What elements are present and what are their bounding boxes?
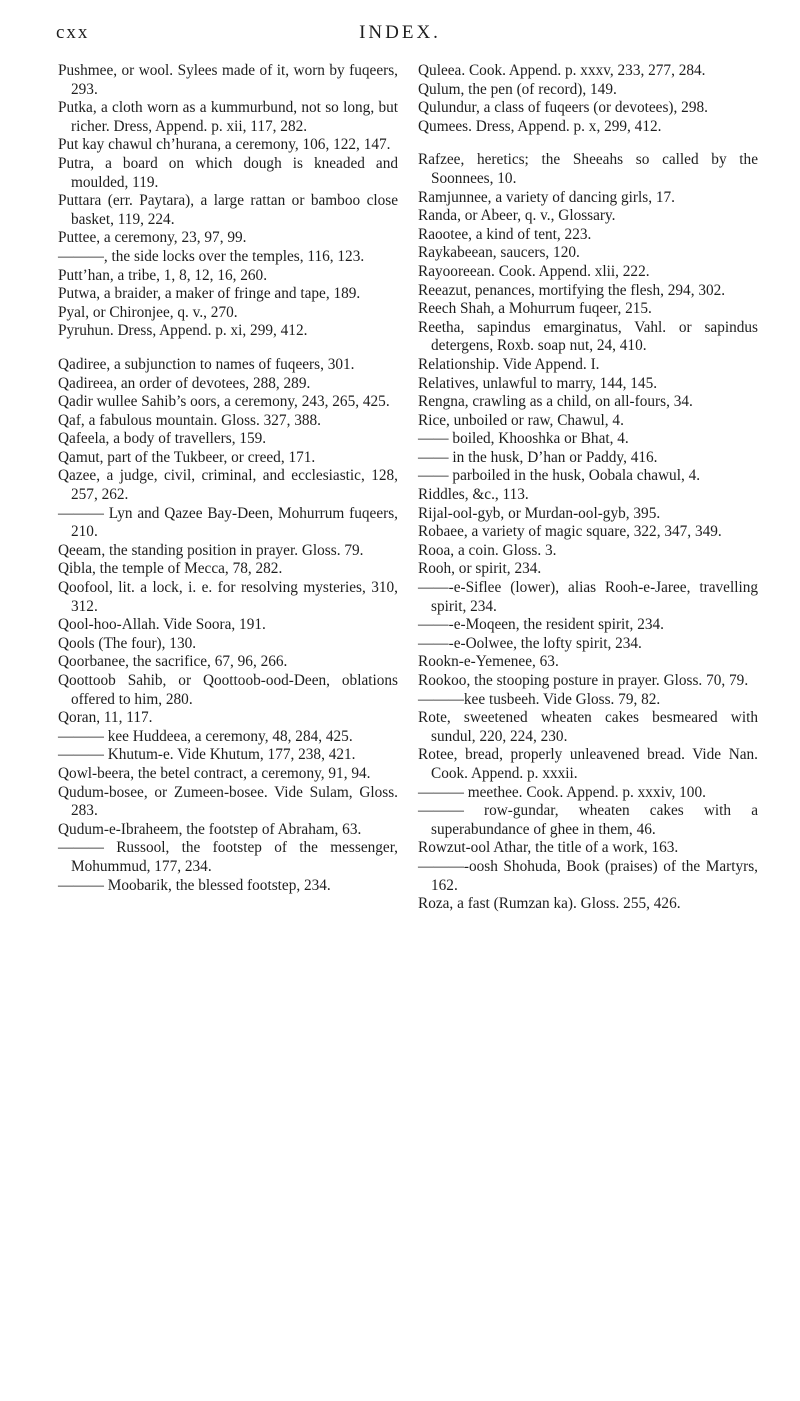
index-entry: ———kee tusbeeh. Vide Gloss. 79, 82. — [418, 690, 661, 708]
index-entry: ——— row-gundar, wheaten cakes with a superabundance of ghee in them, 46. — [418, 802, 758, 838]
index-entry: ——-e-Oolwee, the lofty spirit, 234. — [418, 634, 642, 652]
index-entry: Qibla, the temple of Mecca, 78, 282. — [58, 560, 283, 578]
index-entry: Puttee, a ceremony, 23, 97, 99. — [58, 229, 247, 247]
index-entry: Rookn-e-Yemenee, 63. — [418, 653, 559, 671]
right-column — [418, 62, 758, 914]
section-gap — [418, 136, 758, 151]
index-entry: Quleea. Cook. Append. p. xxxv, 233, 277, 284. — [418, 62, 706, 79]
index-entry: Qeeam, the standing position in prayer. Gloss. 79. — [58, 541, 364, 559]
index-entry: Qoorbanee, the sacrifice, 67, 96, 266. — [58, 653, 288, 671]
index-entry: Qudum-e-Ibraheem, the footstep of Abraham, 63. — [58, 820, 362, 838]
index-entry: Putka, a cloth worn as a kummurbund, not so long, but richer. Dress, Append. p. xii, 117, 282. — [58, 99, 398, 135]
index-entry: Rayooreean. Cook. Append. xlii, 222. — [418, 262, 650, 280]
index-entry: Relatives, unlawful to marry, 144, 145. — [418, 374, 658, 392]
index-entry: Pyal, or Chironjee, q. v., 270. — [58, 303, 238, 321]
index-entry: ——— meethee. Cook. Append. p. xxxiv, 100. — [418, 783, 706, 801]
index-entry: Put kay chawul ch’hurana, a ceremony, 106, 122, 147. — [58, 136, 391, 154]
index-entry: Pushmee, or wool. Sylees made of it, worn by fuqeers, 293. — [58, 62, 398, 98]
index-entry: Qazee, a judge, civil, criminal, and ecclesiastic, 128, 257, 262. — [58, 467, 398, 504]
index-entry: Qaf, a fabulous mountain. Gloss. 327, 388. — [58, 411, 321, 429]
index-entry: Puttara (err. Paytara), a large rattan or bamboo close basket, 119, 224. — [58, 192, 398, 228]
section-gap — [58, 341, 398, 356]
index-entry: ——— kee Huddeea, a ceremony, 48, 284, 425. — [58, 727, 353, 745]
index-entry: Rote, sweetened wheaten cakes besmeared with sundul, 220, 224, 230. — [418, 709, 758, 745]
index-entry: ——-e-Siflee (lower), alias Rooh-e-Jaree, travelling spirit, 234. — [418, 579, 758, 615]
index-entry: Rijal-ool-gyb, or Murdan-ool-gyb, 395. — [418, 504, 661, 522]
index-entry: Qoran, 11, 117. — [58, 709, 153, 727]
index-entry: Rice, unboiled or raw, Chawul, 4. — [418, 411, 624, 429]
index-entry: Raootee, a kind of tent, 223. — [418, 225, 592, 243]
index-entry: Qool-hoo-Allah. Vide Soora, 191. — [58, 616, 266, 634]
page-header — [0, 22, 800, 52]
index-entry: Qools (The four), 130. — [58, 634, 197, 652]
index-entry: Qulundur, a class of fuqeers (or devotees), 298. — [418, 99, 708, 117]
index-entry: Rooh, or spirit, 234. — [418, 560, 542, 578]
index-entry: Ramjunnee, a variety of dancing girls, 17. — [418, 188, 675, 206]
index-entry: Qamut, part of the Tukbeer, or creed, 171. — [58, 448, 316, 466]
index-entry: ——— Khutum-e. Vide Khutum, 177, 238, 421. — [58, 746, 356, 764]
index-entry: Putra, a board on which dough is kneaded and moulded, 119. — [58, 154, 398, 191]
index-entry: Qulum, the pen (of record), 149. — [418, 80, 617, 98]
index-entry: Qoofool, lit. a lock, i. e. for resolving mysteries, 310, 312. — [58, 579, 398, 615]
index-entry: Rookoo, the stooping posture in prayer. Gloss. 70, 79. — [418, 672, 749, 689]
index-entry: Qadir wullee Sahib’s oors, a ceremony, 243, 265, 425. — [58, 393, 390, 411]
index-entry: Qowl-beera, the betel contract, a ceremony, 91, 94. — [58, 764, 371, 782]
index-entry: Rengna, crawling as a child, on all-fours, 34. — [418, 393, 693, 411]
index-entry: ——— Russool, the footstep of the messenger, Mohummud, 177, 234. — [58, 839, 398, 875]
index-entry: Randa, or Abeer, q. v., Glossary. — [418, 207, 616, 225]
index-entry: Rafzee, heretics; the Sheeahs so called by the Soonnees, 10. — [418, 151, 758, 187]
index-entry: Pyruhun. Dress, Append. p. xi, 299, 412. — [58, 322, 308, 340]
index-entry: Putwa, a braider, a maker of fringe and tape, 189. — [58, 285, 361, 303]
index-entry: Reech Shah, a Mohurrum fuqeer, 215. — [418, 300, 652, 318]
index-entry: Reeazut, penances, mortifying the flesh, 294, 302. — [418, 281, 726, 299]
index-entry: —— parboiled in the husk, Oobala chawul, 4. — [418, 467, 701, 485]
index-entry: —— in the husk, D’han or Paddy, 416. — [418, 448, 658, 466]
index-entry: Raykabeean, saucers, 120. — [418, 244, 580, 262]
index-entry: Qudum-bosee, or Zumeen-bosee. Vide Sulam, Gloss. 283. — [58, 783, 398, 820]
index-entry: Qumees. Dress, Append. p. x, 299, 412. — [418, 117, 662, 135]
index-columns — [58, 62, 758, 914]
index-entry: Rooa, a coin. Gloss. 3. — [418, 541, 557, 559]
left-column — [58, 62, 398, 914]
index-entry: Putt’han, a tribe, 1, 8, 12, 16, 260. — [58, 266, 268, 284]
running-head: INDEX. — [359, 22, 441, 43]
index-entry: Reetha, sapindus emarginatus, Vahl. or sapindus detergens, Roxb. soap nut, 24, 410. — [418, 318, 758, 355]
index-entry: Qadiree, a subjunction to names of fuqeers, 301. — [58, 355, 355, 373]
index-entry: Qoottoob Sahib, or Qoottoob-ood-Deen, oblations offered to him, 280. — [58, 672, 398, 708]
index-entry: Qafeela, a body of travellers, 159. — [58, 430, 267, 448]
index-entry: ——— Lyn and Qazee Bay-Deen, Mohurrum fuqeers, 210. — [58, 504, 398, 541]
index-entry: —— boiled, Khooshka or Bhat, 4. — [418, 430, 629, 448]
index-entry: ——-e-Moqeen, the resident spirit, 234. — [418, 616, 664, 634]
index-entry: ——— Moobarik, the blessed footstep, 234. — [58, 876, 331, 894]
index-entry: Rowzut-ool Athar, the title of a work, 163. — [418, 839, 679, 857]
index-entry: Riddles, &c., 113. — [418, 486, 529, 504]
index-entry: Qadireea, an order of devotees, 288, 289. — [58, 374, 311, 392]
index-entry: Relationship. Vide Append. I. — [418, 355, 600, 373]
index-entry: Robaee, a variety of magic square, 322, 347, 349. — [418, 523, 722, 541]
index-entry: Roza, a fast (Rumzan ka). Gloss. 255, 426. — [418, 895, 681, 913]
index-entry: Rotee, bread, properly unleavened bread. Vide Nan. Cook. Append. p. xxxii. — [418, 746, 758, 782]
page-number: cxx — [56, 22, 90, 43]
index-entry: ———-oosh Shohuda, Book (praises) of the Martyrs, 162. — [418, 857, 758, 894]
index-entry: ———, the side locks over the temples, 116, 123. — [58, 247, 365, 265]
